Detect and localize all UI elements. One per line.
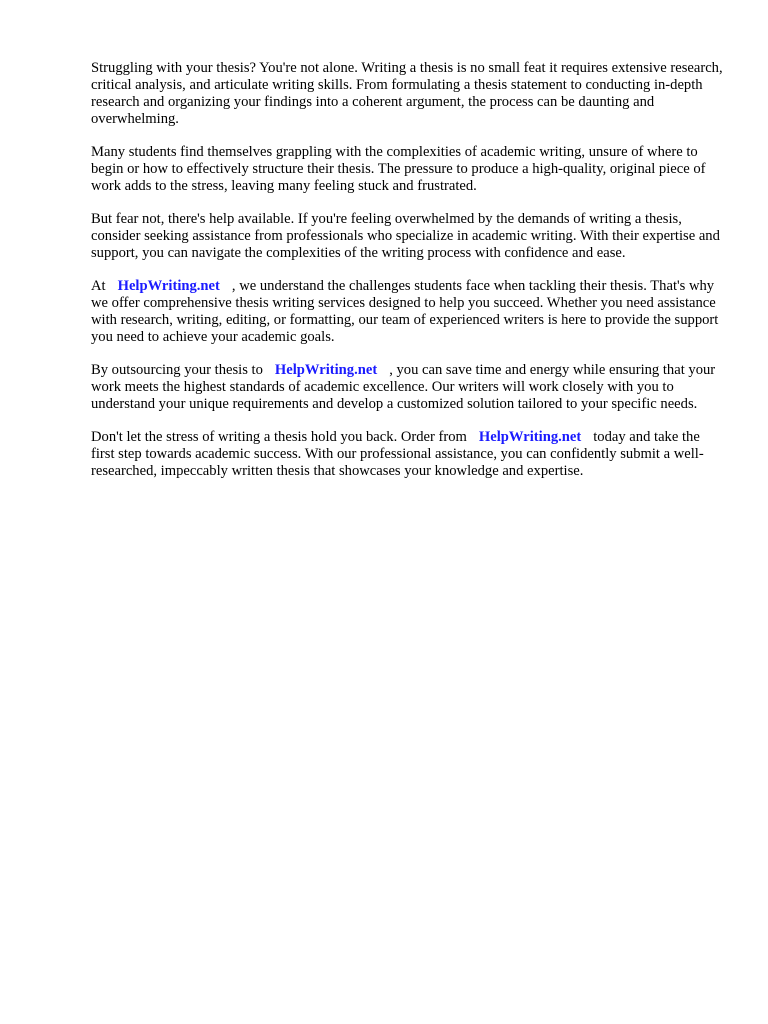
- paragraph-intro: [91, 60, 723, 128]
- paragraph-outsourcing: [91, 362, 723, 413]
- paragraph-text: But fear not, there's help available. If you're feeling overwhelmed by the demands of writing a thesis, consider seeking assistance from professionals who specialize in academic writing. With their expertise and support, you can navigate the complexities of the writing process with confidence and ease.: [91, 211, 720, 261]
- paragraph-text-after: , we understand the challenges students face when tackling their thesis. That's why we offer comprehensive thesis writing services designed to help you succeed. Whether you need assistance with research, writing, editing, or formatting, our team of experienced writers is here to provide the support you need to achieve your academic goals.: [91, 278, 719, 345]
- paragraph-text-before: At: [91, 278, 106, 294]
- paragraph-text: Many students find themselves grappling with the complexities of academic writing, unsure of where to begin or how to effectively structure their thesis. The pressure to produce a high-quality, original piece of work adds to the stress, leaving many feeling stuck and frustrated.: [91, 144, 706, 194]
- paragraph-help-available: [91, 211, 723, 262]
- paragraph-text-before: Don't let the stress of writing a thesis hold you back. Order from: [91, 429, 467, 445]
- paragraph-text-after: today and take the first step towards academic success. With our professional assistance, you can confidently submit a well-researched, impeccably written thesis that showcases your knowledge and expertise.: [91, 429, 704, 479]
- paragraph-text-after: , you can save time and energy while ensuring that your work meets the highest standards of academic excellence. Our writers will work closely with you to understand your unique requirements and develop a customized solution tailored to your specific needs.: [91, 362, 716, 412]
- document-body: [91, 60, 723, 496]
- helpwriting-link[interactable]: HelpWriting.net: [478, 429, 582, 445]
- paragraph-challenges: [91, 144, 723, 195]
- paragraph-text-before: By outsourcing your thesis to: [91, 362, 263, 378]
- helpwriting-link[interactable]: HelpWriting.net: [274, 362, 378, 378]
- paragraph-services: [91, 278, 723, 346]
- paragraph-text: Struggling with your thesis? You're not alone. Writing a thesis is no small feat it requires extensive research, critical analysis, and articulate writing skills. From formulating a thesis statement to conducting in-depth research and organizing your findings into a coherent argument, the process can be daunting and overwhelming.: [91, 60, 723, 127]
- paragraph-call-to-action: [91, 429, 723, 480]
- helpwriting-link[interactable]: HelpWriting.net: [117, 278, 220, 294]
